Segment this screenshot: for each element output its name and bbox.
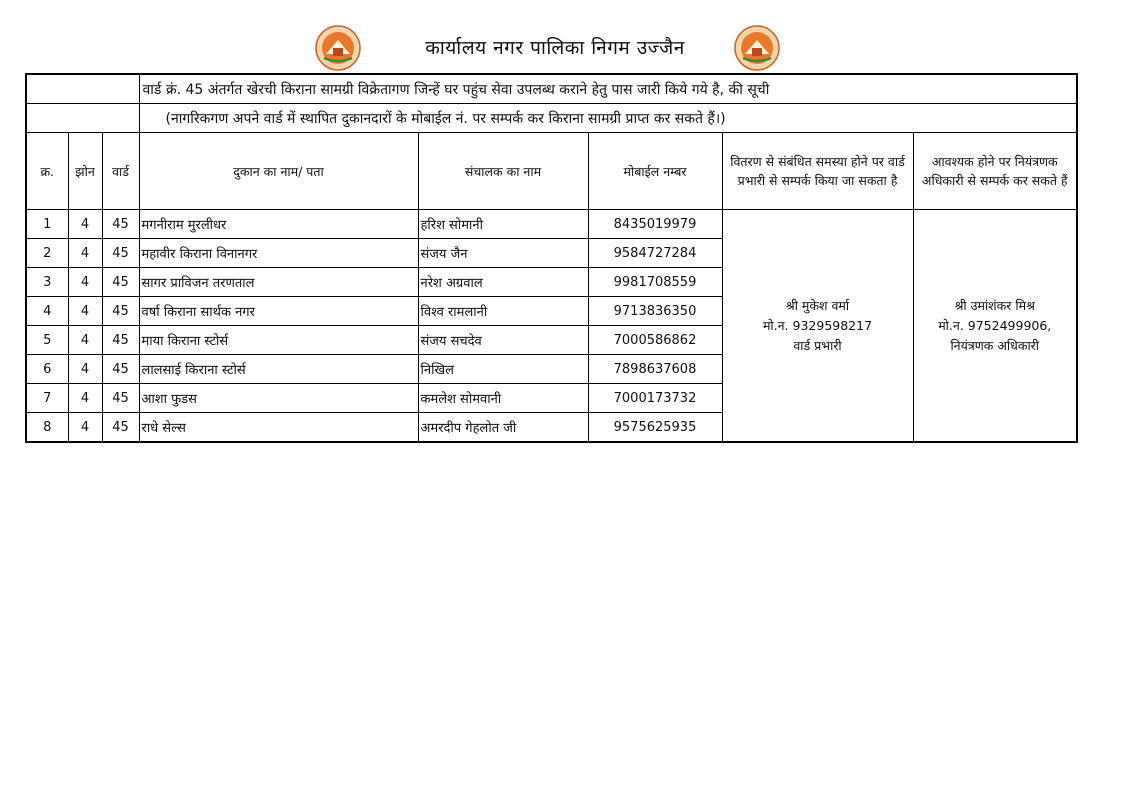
operator-cell: विश्व रामलानी (418, 297, 588, 326)
control-officer-role: नियंत्रणक अधिकारी (950, 337, 1040, 353)
operator-cell: संजय जैन (418, 239, 588, 268)
zone-cell: 4 (68, 239, 102, 268)
mobile-cell: 9584727284 (588, 239, 722, 268)
ward-cell: 45 (102, 268, 139, 297)
operator-cell: निखिल (418, 355, 588, 384)
ward-incharge-contact (722, 210, 913, 443)
mobile-cell: 7000173732 (588, 384, 722, 413)
zone-cell: 4 (68, 210, 102, 239)
zone-cell: 4 (68, 268, 102, 297)
zone-cell: 4 (68, 326, 102, 355)
col-ward-contact-header: वितरण से संबंधित समस्या होने पर वार्ड प्रभारी से सम्पर्क किया जा सकता है (722, 133, 913, 210)
col-ward-header: वार्ड (102, 133, 139, 210)
shop-cell: सागर प्राविजन तरणताल (139, 268, 418, 297)
shop-cell: आशा फुडस (139, 384, 418, 413)
ward-cell: 45 (102, 413, 139, 443)
mobile-cell: 9713836350 (588, 297, 722, 326)
ward-cell: 45 (102, 210, 139, 239)
heading-row (26, 74, 1077, 104)
control-officer-name: श्री उमांशंकर मिश्र (954, 297, 1035, 313)
table-row (26, 210, 1077, 239)
col-shop-header: दुकान का नाम/ पता (139, 133, 418, 210)
shop-cell: महावीर किराना विनानगर (139, 239, 418, 268)
col-operator-header: संचालक का नाम (418, 133, 588, 210)
serial-cell: 5 (26, 326, 68, 355)
control-officer-contact (913, 210, 1077, 443)
ward-cell: 45 (102, 355, 139, 384)
operator-cell: अमरदीप गेहलोत जी (418, 413, 588, 443)
serial-cell: 2 (26, 239, 68, 268)
serial-cell: 4 (26, 297, 68, 326)
serial-cell: 1 (26, 210, 68, 239)
column-header-row (26, 133, 1077, 210)
shop-cell: मगनीराम मुरलीधर (139, 210, 418, 239)
shop-list-table (25, 73, 1078, 443)
serial-cell: 3 (26, 268, 68, 297)
operator-cell: कमलेश सोमवानी (418, 384, 588, 413)
subheading-row (26, 104, 1077, 133)
col-officer-contact-header: आवश्यक होने पर नियंत्रणक अधिकारी से सम्पर्क कर सकते हैं (913, 133, 1077, 210)
mobile-cell: 7000586862 (588, 326, 722, 355)
table-subheading: (नागरिकगण अपने वार्ड में स्थापित दुकानदारों के मोबाईल नं. पर सम्पर्क कर किराना सामग्री प्राप्त कर सकते हैं।) (139, 104, 1077, 133)
mobile-cell: 7898637608 (588, 355, 722, 384)
operator-cell: हरिश सोमानी (418, 210, 588, 239)
zone-cell: 4 (68, 297, 102, 326)
col-serial-header: क्र. (26, 133, 68, 210)
zone-cell: 4 (68, 413, 102, 443)
ward-cell: 45 (102, 326, 139, 355)
ward-incharge-mobile: मो.न. 9329598217 (762, 317, 873, 333)
shop-cell: वर्षा किराना सार्थक नगर (139, 297, 418, 326)
serial-cell: 6 (26, 355, 68, 384)
ward-incharge-role: वार्ड प्रभारी (793, 337, 842, 353)
zone-cell: 4 (68, 355, 102, 384)
ward-incharge-name: श्री मुकेश वर्मा (785, 297, 850, 313)
ward-cell: 45 (102, 297, 139, 326)
shop-cell: लालसाई किराना स्टोर्स (139, 355, 418, 384)
serial-cell: 7 (26, 384, 68, 413)
zone-cell: 4 (68, 384, 102, 413)
col-mobile-header: मोबाईल नम्बर (588, 133, 722, 210)
operator-cell: नरेश अग्रवाल (418, 268, 588, 297)
control-officer-mobile: मो.न. 9752499906, (938, 317, 1052, 333)
mobile-cell: 9981708559 (588, 268, 722, 297)
mobile-cell: 9575625935 (588, 413, 722, 443)
shop-cell: माया किराना स्टोर्स (139, 326, 418, 355)
municipal-emblem-icon (733, 24, 781, 72)
serial-cell: 8 (26, 413, 68, 443)
col-zone-header: झोन (68, 133, 102, 210)
municipal-emblem-icon (314, 24, 362, 72)
page-title: कार्यालय नगर पालिका निगम उज्जैन (425, 37, 685, 59)
operator-cell: संजय सचदेव (418, 326, 588, 355)
page-header (0, 24, 1122, 72)
ward-cell: 45 (102, 384, 139, 413)
table-heading: वार्ड क्रं. 45 अंतर्गत खेरची किराना सामग्री विक्रेतागण जिन्हें घर पहुंच सेवा उपलब्ध कराने हेतु पास जारी किये गये है, की सूची (139, 74, 1077, 104)
shop-cell: राधे सेल्स (139, 413, 418, 443)
mobile-cell: 8435019979 (588, 210, 722, 239)
ward-cell: 45 (102, 239, 139, 268)
